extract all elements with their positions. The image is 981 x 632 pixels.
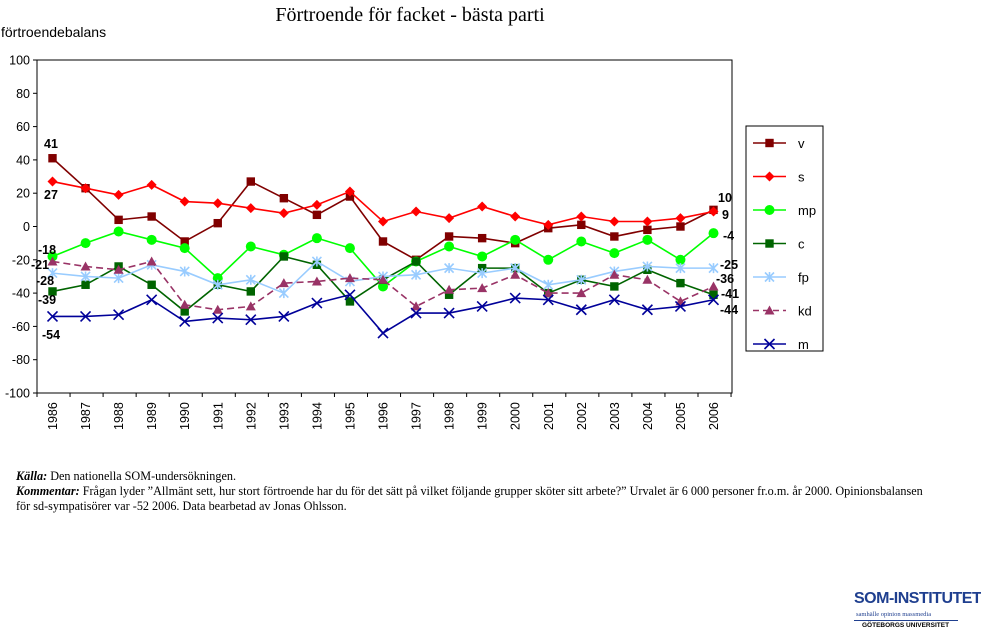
data-point-s: [642, 217, 652, 227]
source-text: Den nationella SOM-undersökningen.: [47, 469, 237, 483]
data-point-mp: [709, 228, 719, 238]
y-tick-label: 0: [23, 220, 30, 234]
data-point-c: [676, 279, 684, 287]
y-axis-label: förtroendebalans: [1, 24, 107, 40]
legend-label-kd: kd: [798, 303, 812, 319]
som-institutet-logo: [854, 590, 981, 632]
data-point-s: [213, 198, 223, 208]
data-point-v: [478, 234, 486, 242]
series-m: [48, 290, 719, 338]
data-point-v: [48, 154, 56, 162]
end-value-label: 10: [718, 191, 732, 205]
data-point-m: [378, 328, 388, 338]
x-tick-label: 1988: [112, 402, 127, 430]
data-point-v: [610, 232, 618, 240]
data-point-v: [280, 194, 288, 202]
data-point-v: [247, 177, 255, 185]
data-point-kd: [81, 261, 91, 270]
data-point-mp: [642, 235, 652, 245]
logo-tagline: samhälle opinion massmedia: [856, 611, 932, 618]
axes: [4, 53, 735, 431]
data-point-s: [147, 180, 157, 190]
source-notes: [16, 469, 936, 514]
data-point-v: [577, 221, 585, 229]
x-tick-label: 1989: [145, 402, 160, 430]
data-point-c: [610, 282, 618, 290]
start-value-label: -28: [36, 274, 55, 288]
legend-label-c: c: [798, 236, 805, 252]
end-value-label: -4: [723, 229, 735, 243]
x-tick-label: 1986: [46, 402, 60, 430]
series-v: [48, 154, 717, 264]
y-tick-label: -80: [11, 353, 30, 368]
y-tick-label: 20: [16, 186, 30, 201]
data-point-kd: [477, 283, 487, 292]
start-value-label: 27: [44, 188, 58, 202]
data-point-c: [147, 281, 155, 289]
data-point-kd: [246, 301, 256, 310]
data-point-s: [444, 213, 454, 223]
data-point-m: [312, 298, 322, 308]
data-point-s: [48, 177, 58, 187]
data-point-mp: [444, 241, 454, 251]
x-tick-label: 1997: [409, 402, 424, 430]
data-point-s: [477, 202, 487, 212]
legend-marker-v: [765, 139, 773, 147]
x-tick-label: 2000: [508, 402, 523, 430]
data-point-mp: [246, 241, 256, 251]
data-point-s: [312, 200, 322, 210]
x-tick-label: 2003: [607, 402, 622, 430]
logo-divider: [854, 620, 958, 621]
data-point-v: [445, 232, 453, 240]
data-point-s: [609, 217, 619, 227]
data-point-s: [180, 197, 190, 207]
data-point-kd: [642, 275, 652, 284]
y-tick-label: 100: [9, 53, 30, 68]
data-point-v: [379, 237, 387, 245]
comment-line: [16, 484, 936, 514]
comment-text: Frågan lyder ”Allmänt sett, hur stort förtroende har du för det sätt på vilket följande grupper sköter sitt arbete?” Urvalet är 6 000 personer fr.o.m. år 2000. Opinionsbalansen för sd-sympatisörer var -52 2006. Data bearbetad av Jonas Ohlsson.: [16, 484, 923, 513]
data-point-v: [147, 212, 155, 220]
start-value-label: -18: [38, 243, 57, 257]
legend-marker-mp: [765, 205, 775, 215]
data-point-mp: [576, 236, 586, 246]
data-point-v: [214, 219, 222, 227]
data-point-kd: [675, 296, 685, 305]
data-point-fp: [279, 288, 288, 298]
x-tick-label: 2006: [707, 402, 721, 430]
legend-label-s: s: [798, 169, 805, 185]
data-point-s: [246, 203, 256, 213]
data-point-c: [412, 257, 420, 265]
x-tick-label: 2005: [673, 402, 688, 430]
data-point-mp: [312, 233, 322, 243]
start-value-label: -54: [42, 328, 61, 342]
data-point-mp: [543, 255, 553, 265]
x-tick-label: 1999: [475, 402, 490, 430]
data-point-s: [411, 207, 421, 217]
legend: [746, 126, 823, 352]
data-point-c: [247, 287, 255, 295]
data-point-s: [114, 190, 124, 200]
x-tick-label: 1992: [244, 402, 259, 430]
x-tick-label: 2004: [640, 402, 655, 430]
data-point-mp: [477, 251, 487, 261]
legend-label-fp: fp: [798, 270, 809, 285]
x-tick-label: 1998: [442, 402, 457, 430]
x-tick-label: 1993: [277, 402, 292, 430]
data-point-v: [676, 222, 684, 230]
y-tick-label: -60: [11, 319, 30, 334]
y-tick-label: 60: [16, 120, 30, 135]
data-point-c: [81, 281, 89, 289]
data-point-m: [576, 305, 586, 315]
legend-label-m: m: [798, 337, 809, 352]
end-value-label: -41: [721, 287, 740, 301]
data-point-v: [313, 211, 321, 219]
data-point-v: [114, 216, 122, 224]
x-tick-label: 2001: [541, 402, 556, 430]
start-value-label: 41: [44, 137, 58, 151]
x-tick-label: 1991: [211, 402, 226, 430]
y-tick-label: -40: [11, 286, 30, 301]
x-tick-label: 1990: [178, 402, 193, 430]
start-value-label: -39: [38, 293, 57, 307]
source-label: Källa:: [16, 469, 48, 483]
data-point-m: [609, 295, 619, 305]
end-value-label: -44: [720, 303, 739, 317]
source-line: [16, 469, 936, 484]
legend-label-mp: mp: [798, 203, 817, 218]
data-point-mp: [609, 248, 619, 258]
end-value-label: -36: [716, 272, 735, 286]
x-tick-label: 2002: [574, 402, 589, 430]
data-point-mp: [180, 243, 190, 253]
y-tick-label: -20: [11, 253, 30, 268]
data-point-s: [576, 212, 586, 222]
data-point-mp: [345, 243, 355, 253]
series-layer: [48, 154, 719, 338]
data-point-mp: [114, 226, 124, 236]
data-point-s: [279, 208, 289, 218]
data-point-mp: [81, 238, 91, 248]
data-point-c: [280, 252, 288, 260]
start-value-label: -21: [31, 258, 50, 272]
plot-area-frame: [37, 60, 735, 393]
end-value-label: 9: [722, 208, 729, 222]
y-tick-label: -100: [4, 386, 30, 401]
end-value-label: -25: [720, 258, 739, 272]
logo-university: GÖTEBORGS UNIVERSITET: [862, 622, 950, 629]
data-point-mp: [510, 235, 520, 245]
legend-label-v: v: [798, 136, 805, 151]
logo-title: SOM-INSTITUTET: [854, 590, 981, 607]
data-point-mp: [147, 235, 157, 245]
data-point-v: [643, 226, 651, 234]
x-tick-label: 1996: [376, 402, 391, 430]
y-tick-label: 80: [16, 86, 30, 101]
legend-marker-c: [765, 239, 773, 247]
x-tick-label: 1995: [343, 402, 358, 430]
x-tick-label: 1987: [79, 402, 94, 430]
chart-title: Förtroende för facket - bästa parti: [275, 4, 545, 26]
data-point-kd: [180, 300, 190, 309]
data-point-s: [675, 213, 685, 223]
data-point-s: [510, 212, 520, 222]
x-tick-label: 1994: [310, 402, 325, 430]
data-point-m: [147, 295, 157, 305]
series-s: [48, 177, 719, 230]
comment-label: Kommentar:: [16, 484, 80, 498]
y-tick-label: 40: [16, 153, 30, 168]
